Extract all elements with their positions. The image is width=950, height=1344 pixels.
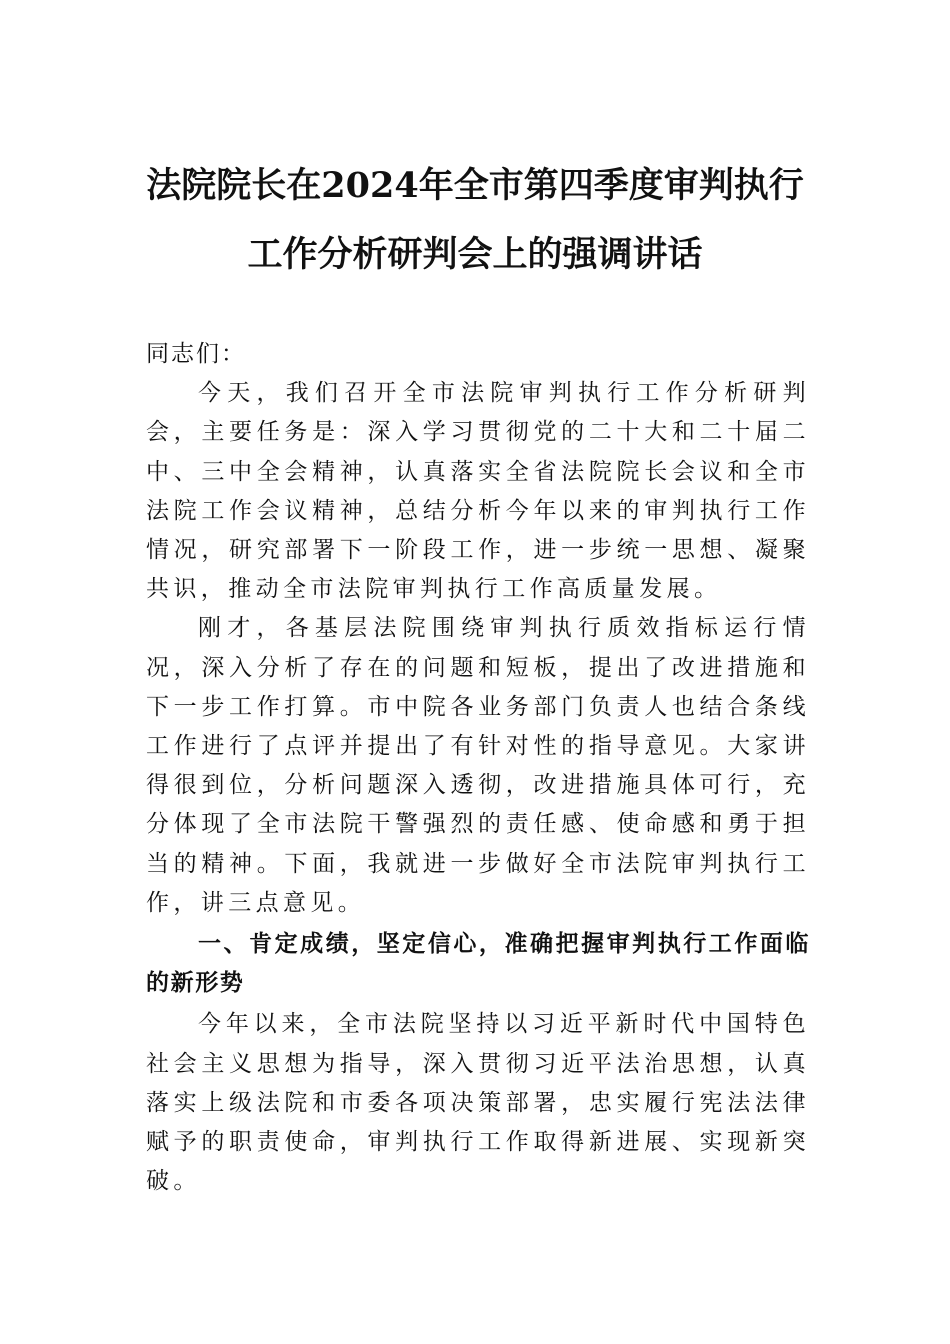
document-title-line-1: 法院院长在2024年全市第四季度审判执行	[146, 165, 804, 206]
paragraph-review: 刚才，各基层法院围绕审判执行质效指标运行情况，深入分析了存在的问题和短板，提出了改进措施和下一步工作打算。市中院各业务部门负责人也结合条线工作进行了点评并提出了有针对性的指导意见。大家讲得很到位，分析问题深入透彻，改进措施具体可行，充分体现了全市法院干警强烈的责任感、使命感和勇于担当的精神。下面，我就进一步做好全市法院审判执行工作，讲三点意见。	[146, 615, 810, 916]
salutation: 同志们：	[146, 341, 246, 367]
section-paragraph: 今年以来，全市法院坚持以习近平新时代中国特色社会主义思想为指导，深入贯彻习近平法治思想，认真落实上级法院和市委各项决策部署，忠实履行宪法法律赋予的职责使命，审判执行工作取得新进展、实现新突破。	[146, 1011, 810, 1195]
document-body	[146, 335, 810, 1201]
document-title-line-2: 工作分析研判会上的强调讲话	[247, 234, 703, 275]
section-heading: 一、肯定成绩，坚定信心，准确把握审判执行工作面临的新形势	[146, 931, 810, 997]
paragraph-opening: 今天，我们召开全市法院审判执行工作分析研判会，主要任务是：深入学习贯彻党的二十大和二十届二中、三中全会精神，认真落实全省法院院长会议和全市法院工作会议精神，总结分析今年以来的审判执行工作情况，研究部署下一阶段工作，进一步统一思想、凝聚共识，推动全市法院审判执行工作高质量发展。	[146, 380, 810, 603]
